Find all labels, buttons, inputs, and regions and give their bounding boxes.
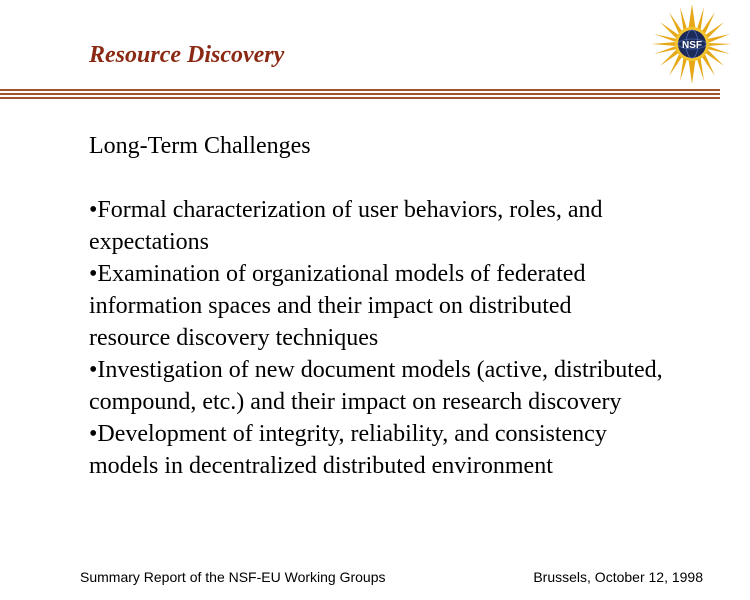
text-line: •Examination of organizational models of federated [89,261,586,287]
bullet-list [89,194,729,482]
footer-report-title: Summary Report of the NSF-EU Working Groups [80,569,386,585]
text-line: expectations [89,229,209,255]
section-heading: Long-Term Challenges [89,133,311,159]
text-line: information spaces and their impact on distributed [89,293,572,319]
text-line: •Investigation of new document models (active, distributed, [89,357,663,383]
rule-line [0,93,720,95]
header-rule [0,89,720,99]
text-line: •Formal characterization of user behaviors, roles, and [89,197,603,223]
logo-text: NSF [682,40,702,51]
text-line: •Development of integrity, reliability, and consistency [89,421,607,447]
nsf-logo [652,4,732,84]
rule-line [0,97,720,99]
footer-date: Brussels, October 12, 1998 [533,569,703,585]
slide-title: Resource Discovery [89,42,285,68]
text-line: compound, etc.) and their impact on research discovery [89,389,622,415]
text-line: models in decentralized distributed environment [89,453,553,479]
rule-line [0,89,720,91]
text-line: resource discovery techniques [89,325,379,351]
